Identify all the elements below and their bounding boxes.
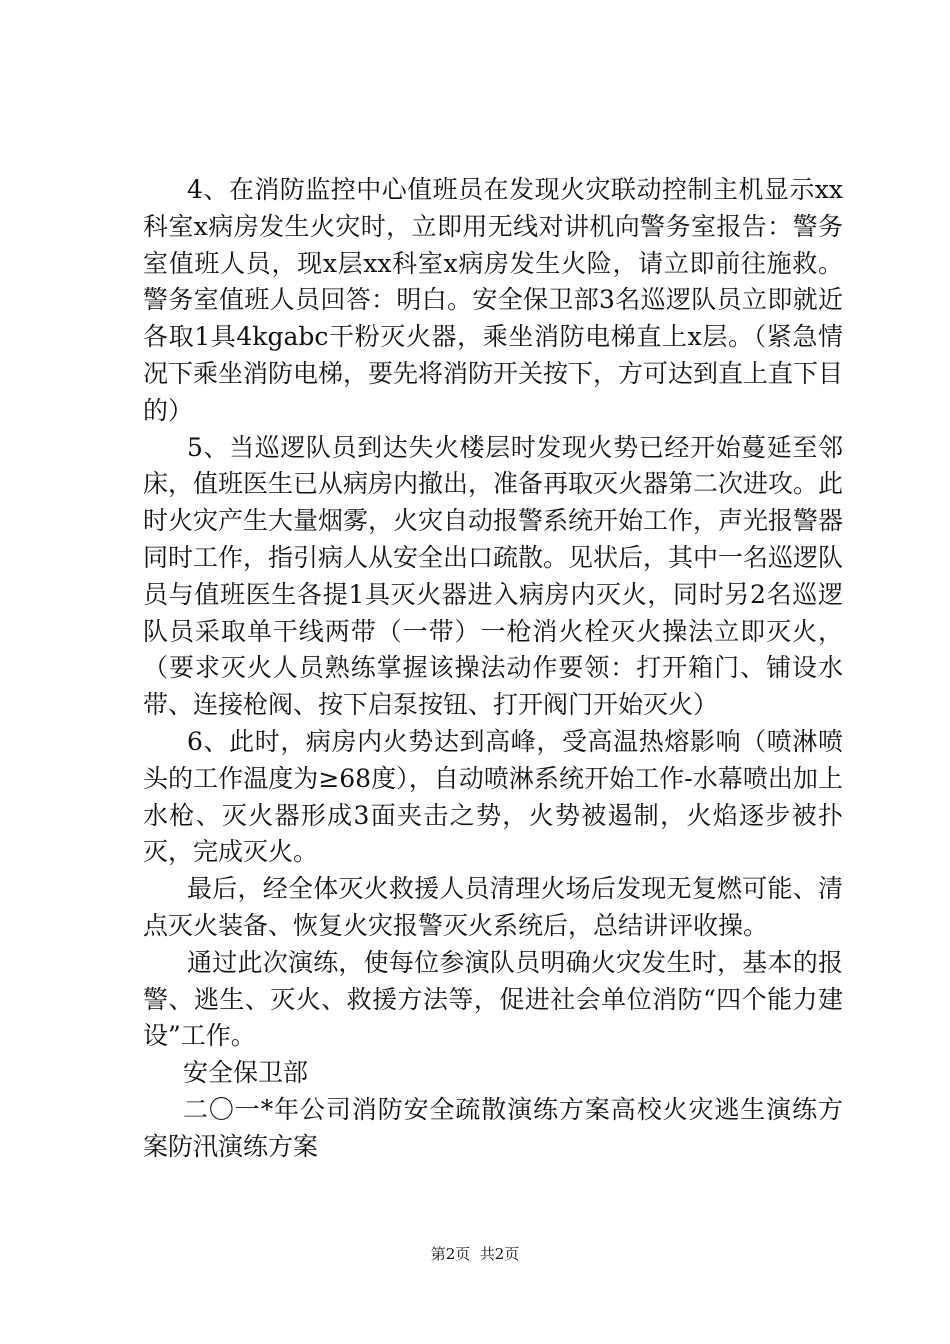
paragraph-summary: 通过此次演练，使每位参演队员明确火灾发生时，基本的报警、逃生、灭火、救援方法等，促进社会单位消防“四个能力建设”工作。 xyxy=(143,947,843,1051)
page-number-footer: 第2页 共2页 xyxy=(430,1245,520,1263)
related-titles: 二〇一*年公司消防安全疏散演练方案高校火灾逃生演练方案防汛演练方案 xyxy=(143,1094,843,1161)
paragraph-conclusion: 最后，经全体灭火救援人员清理火场后发现无复燃可能、清点灭火装备、恢复火灾报警灭火系统后，总结讲评收操。 xyxy=(143,874,843,940)
paragraph-step-4: 4、在消防监控中心值班员在发现火灾联动控制主机显示xx科室x病房发生火灾时，立即用无线对讲机向警务室报告：警务室值班人员，现x层xx科室x病房发生火险，请立即前往施救。警务室值班人员回答：明白。安全保卫部3名巡逻队员立即就近各取1具4kgabc干粉灭火器，乘坐消防电梯直上x层。（紧急情况下乘坐消防电梯，要先将消防开关按下，方可达到直上直下目的） xyxy=(143,175,844,425)
paragraph-step-6: 6、此时，病房内火势达到高峰，受高温热熔影响（喷淋喷头的工作温度为≥68度），自动喷淋系统开始工作-水幕喷出加上水枪、灭火器形成3面夹击之势，火势被遏制，火焰逐步被扑灭，完成灭火。 xyxy=(143,726,843,867)
document-body xyxy=(143,172,843,1166)
paragraph-step-5: 5、当巡逻队员到达失火楼层时发现火势已经开始蔓延至邻床，值班医生已从病房内撤出，准备再取灭火器第二次进攻。此时火灾产生大量烟雾，火灾自动报警系统开始工作，声光报警器同时工作，指引病人从安全出口疏散。见状后，其中一名巡逻队员与值班医生各提1具灭火器进入病房内灭火，同时另2名巡逻队员采取单干线两带（一带）一枪消火栓灭火操法立即灭火，（要求灭火人员熟练掌握该操法动作要领：打开箱门、铺设水带、连接枪阀、按下启泵按钮、打开阀门开始灭火） xyxy=(143,432,844,720)
signature-department: 安全保卫部 xyxy=(183,1058,309,1088)
